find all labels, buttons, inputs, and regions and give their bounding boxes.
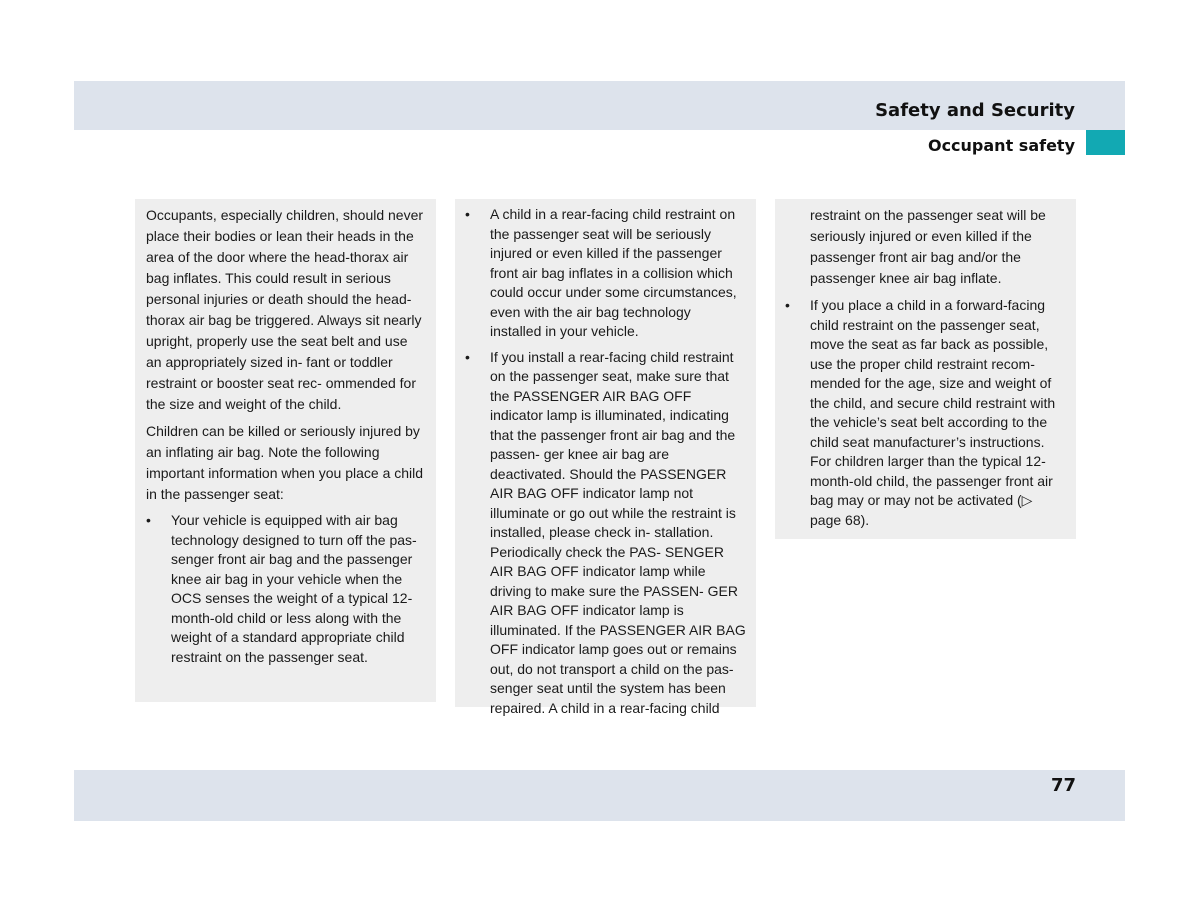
text-column-1 bbox=[135, 199, 436, 702]
text-column-3 bbox=[775, 199, 1076, 539]
bullet-icon: • bbox=[785, 297, 790, 313]
list-item bbox=[785, 296, 1066, 530]
continued-list-text: restraint on the passenger seat will be seriously injured or even killed if the passenger front air bag and/or the passenger knee air bag inflate. bbox=[810, 207, 1046, 286]
list-item bbox=[146, 511, 426, 667]
section-accent-tab bbox=[1086, 130, 1125, 155]
paragraph: Occupants, especially children, should never place their bodies or lean their heads in the area of the door where the head-thorax air bag inflates. This could result in serious personal injuries or death should the head-thorax air bag be triggered. Always sit nearly upright, properly use the seat belt and use an appropriately sized in- fant or toddler restraint or booster seat rec- ommended for the size and weight of the child. bbox=[146, 207, 424, 412]
list-item bbox=[465, 205, 746, 342]
text-column-2 bbox=[455, 199, 756, 716]
list-item bbox=[465, 348, 746, 719]
bullet-icon: • bbox=[465, 348, 470, 365]
list-item-text: If you install a rear-facing child restraint on the passenger seat, make sure that the PASSENGER AIR BAG OFF indicator lamp is illuminated, indicating that the passenger front air bag and the passen- ger knee air bag are deactivated. Should the PASSENGER AIR BAG OFF indicator lamp not illuminate or go out while the restraint is installed, please check in- stallation. Periodically check the PAS- SENGER AIR BAG OFF indicator lamp while driving to make sure the PASSEN- GER AIR BAG OFF indicator lamp is illuminated. If the PASSENGER AIR BAG OFF indicator lamp goes out or remains out, do not transport a child on the pas- senger seat until the system has been repaired. A child in a rear-facing child bbox=[490, 348, 746, 716]
subsection-title: Occupant safety bbox=[927, 136, 1075, 155]
list-item-text: Your vehicle is equipped with air bag technology designed to turn off the pas- senger front air bag and the passenger knee air bag in your vehicle when the OCS senses the weight of a typical 12-month-old child or less along with the weight of a standard appropriate child restraint on the passenger seat. bbox=[171, 512, 417, 665]
page-number: 77 bbox=[1050, 775, 1076, 796]
list-item-text: If you place a child in a forward-facing child restraint on the passenger seat, move the seat as far back as possible, use the proper child restraint recom- mended for the age, size and weight of the child, and secure child restraint with the vehicle’s seat belt according to the child seat manufacturer’s instructions. For children larger than the typical 12-month-old child, the passenger front air bag may or may not be activated (▷ page 68). bbox=[810, 297, 1056, 528]
list-item-text: A child in a rear-facing child restraint on the passenger seat will be seriously injured or even killed if the passenger front air bag inflates in a collision which could occur under some circumstances, even with the air bag technology installed in your vehicle. bbox=[490, 206, 737, 339]
section-title: Safety and Security bbox=[875, 100, 1075, 121]
bullet-icon: • bbox=[146, 512, 151, 528]
bullet-icon: • bbox=[465, 206, 470, 222]
footer-band bbox=[74, 770, 1125, 821]
paragraph: Children can be killed or seriously injured by an inflating air bag. Note the following important information when you place a child in the passenger seat: bbox=[146, 423, 424, 502]
